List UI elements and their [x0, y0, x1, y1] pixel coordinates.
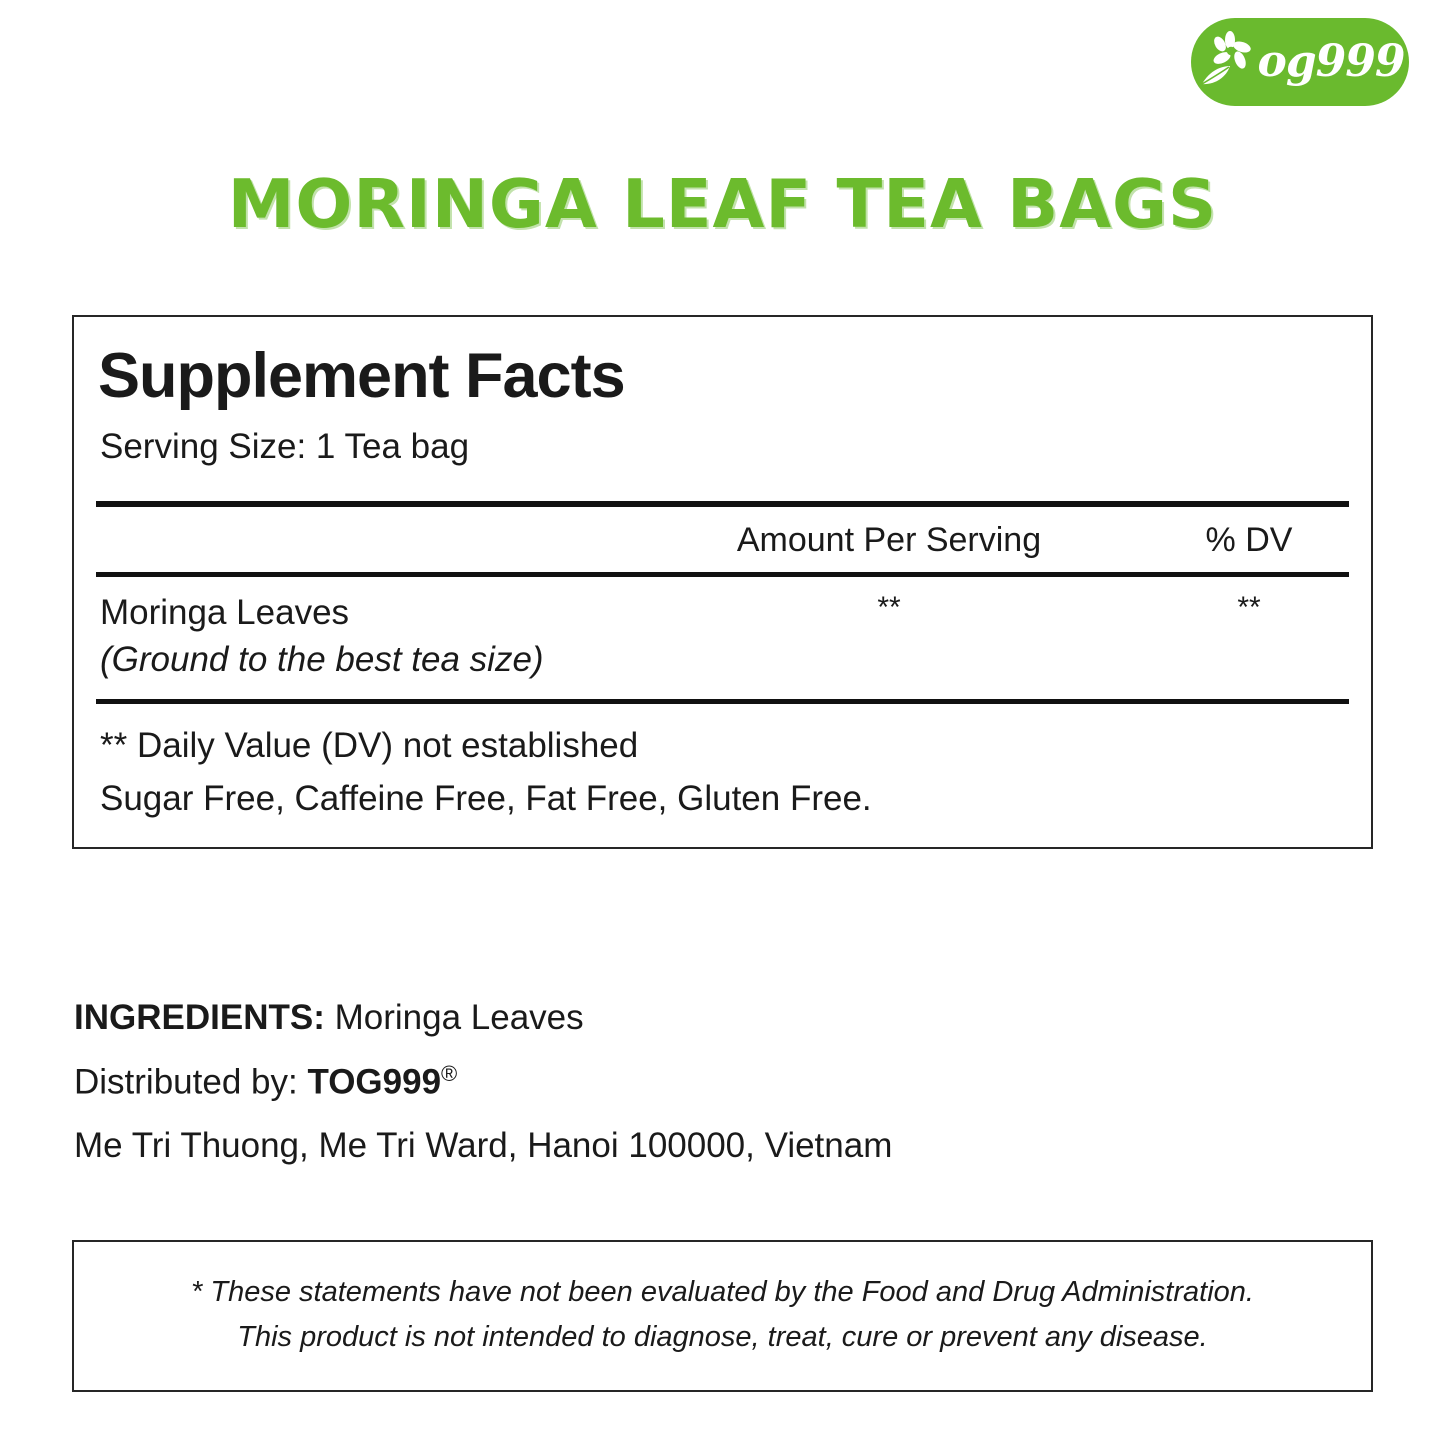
distributed-by-line	[74, 1063, 1374, 1100]
page-title: MORINGA LEAF TEA BAGS	[227, 165, 1218, 243]
nutrient-subtext: (Ground to the best tea size)	[100, 640, 544, 680]
fda-disclaimer	[72, 1240, 1373, 1392]
footnote-daily-value: ** Daily Value (DV) not established	[100, 726, 639, 766]
nutrient-name: Moringa Leaves	[100, 593, 350, 633]
disclaimer-line-2: This product is not intended to diagnose, treat, cure or prevent any disease.	[237, 1320, 1208, 1353]
brand-logo-text: og999	[1257, 36, 1405, 87]
nutrient-daily-value: **	[1237, 591, 1261, 625]
ingredients-label: INGREDIENTS:	[74, 998, 325, 1037]
distributed-by-label: Distributed by:	[74, 1062, 298, 1102]
address-line: Me Tri Thuong, Me Tri Ward, Hanoi 100000, Vietnam	[74, 1125, 893, 1165]
supplement-facts-heading: Supplement Facts	[98, 341, 625, 411]
nutrient-name-cell	[96, 589, 629, 684]
nutrient-amount: **	[877, 591, 901, 625]
ingredients-value: Moringa Leaves	[334, 998, 584, 1037]
product-info	[74, 1000, 1374, 1191]
supplement-facts-panel	[72, 315, 1373, 849]
registered-trademark-icon: ®	[441, 1061, 458, 1086]
column-header-amount: Amount Per Serving	[736, 521, 1042, 560]
ingredients-line	[74, 1000, 1374, 1035]
flower-leaf-icon	[1196, 30, 1260, 94]
disclaimer-line-1: * These statements have not been evaluated by the Food and Drug Administration.	[191, 1276, 1254, 1308]
serving-size: Serving Size: 1 Tea bag	[100, 427, 470, 467]
footnotes	[96, 704, 1349, 825]
column-header-daily-value: % DV	[1205, 521, 1293, 560]
brand-logo	[1191, 18, 1409, 106]
facts-column-headers	[96, 507, 1349, 572]
distributed-by-value: TOG999	[307, 1062, 442, 1102]
footnote-free-from: Sugar Free, Caffeine Free, Fat Free, Gluten Free.	[100, 778, 872, 818]
table-row	[96, 577, 1349, 699]
